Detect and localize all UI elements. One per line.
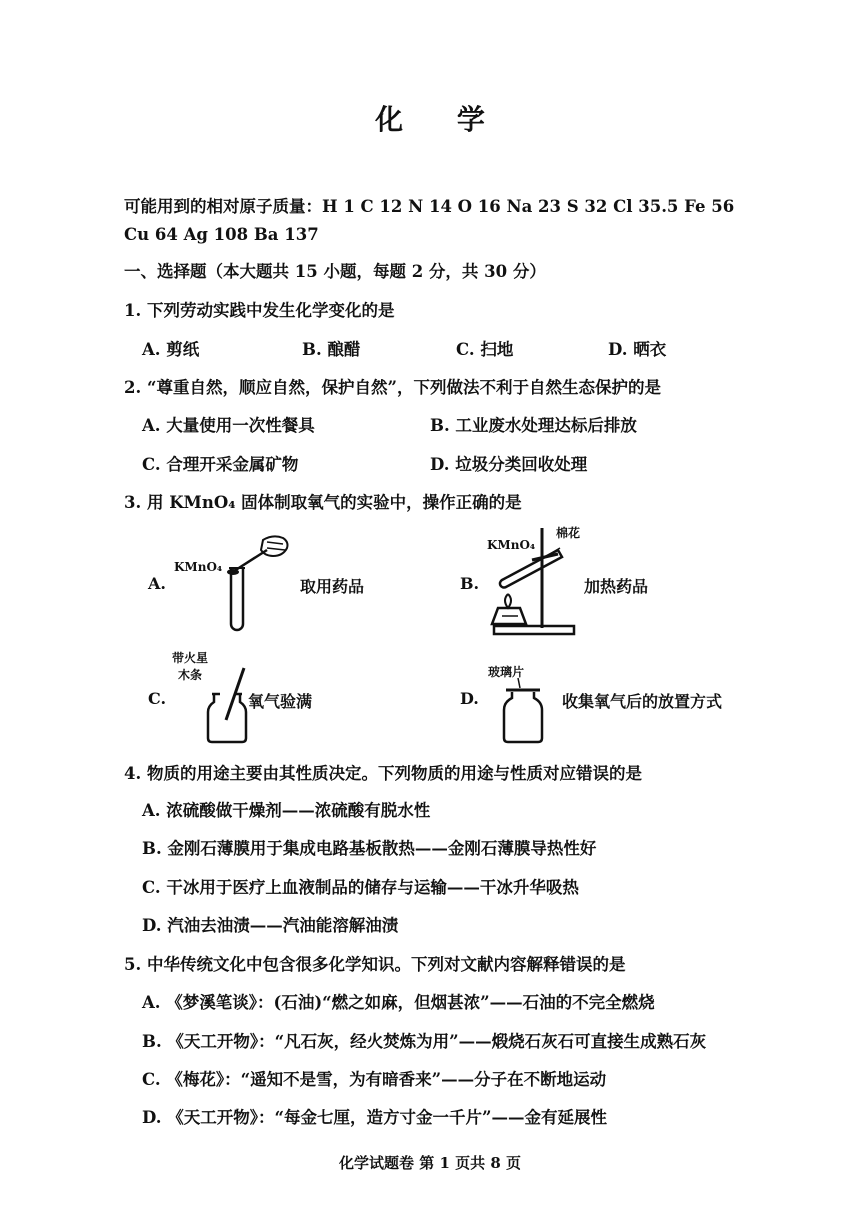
question-3-option-c-letter: C. xyxy=(148,689,167,708)
question-1-option-a: A. 剪纸 xyxy=(142,340,200,359)
question-2-option-a: A. 大量使用一次性餐具 xyxy=(142,416,315,435)
heating-apparatus-icon xyxy=(488,520,581,640)
question-3-option-d-letter: D. xyxy=(460,689,479,708)
question-5-option-b: B. 《天工开物》：“凡石灰，经火焚炼为用”——煅烧石灰石可直接生成熟石灰 xyxy=(142,1032,707,1051)
question-3-stem: 3. 用 KMnO₄ 固体制取氧气的实验中，操作正确的是 xyxy=(124,493,522,512)
question-3-b-cotton-label: 棉花 xyxy=(556,526,581,540)
question-2-option-b: B. 工业废水处理达标后排放 xyxy=(430,416,637,435)
question-1-option-b: B. 酿醋 xyxy=(302,340,361,359)
atomic-masses-line2: Cu 64 Ag 108 Ba 137 xyxy=(124,225,319,244)
question-3-b-reagent-label: KMnO₄ xyxy=(487,538,536,552)
question-3-option-a-text: 取用药品 xyxy=(300,577,365,596)
question-4-option-d: D. 汽油去油渍——汽油能溶解油渍 xyxy=(142,916,399,935)
question-4-option-c: C. 干冰用于医疗上血液制品的储存与运输——干冰升华吸热 xyxy=(142,878,579,897)
question-2-option-d: D. 垃圾分类回收处理 xyxy=(430,455,588,474)
question-5-option-d: D. 《天工开物》：“每金七厘，造方寸金一千片”——金有延展性 xyxy=(142,1108,607,1127)
page-footer: 化学试题卷 第 1 页共 8 页 xyxy=(339,1154,521,1172)
question-4-stem: 4. 物质的用途主要由其性质决定。下列物质的用途与性质对应错误的是 xyxy=(124,764,642,783)
question-4-option-a: A. 浓硫酸做干燥剂——浓硫酸有脱水性 xyxy=(142,801,431,820)
question-3-option-d-text: 收集氧气后的放置方式 xyxy=(562,692,723,711)
question-3-option-b-letter: B. xyxy=(460,574,480,593)
question-3-c-stick-label-1: 带火星 xyxy=(172,651,209,665)
question-5-option-a: A. 《梦溪笔谈》：(石油)“燃之如麻，但烟甚浓”——石油的不完全燃烧 xyxy=(142,993,655,1012)
atomic-masses-line1: 可能用到的相对原子质量：H 1 C 12 N 14 O 16 Na 23 S 32 Cl 35.5 Fe 56 xyxy=(124,197,735,216)
test-tube-with-spatula-icon xyxy=(205,528,295,633)
section-heading-choice: 一、选择题（本大题共 15 小题，每题 2 分，共 30 分） xyxy=(124,262,546,281)
upright-gas-bottle-icon xyxy=(498,676,548,746)
question-3-option-a-letter: A. xyxy=(148,574,166,593)
question-3-option-c-text: 氧气验满 xyxy=(248,692,313,711)
question-4-option-b: B. 金刚石薄膜用于集成电路基板散热——金刚石薄膜导热性好 xyxy=(142,839,597,858)
question-2-stem: 2. “尊重自然，顺应自然，保护自然”，下列做法不利于自然生态保护的是 xyxy=(124,378,661,397)
question-3-option-b-text: 加热药品 xyxy=(584,577,649,596)
question-5-stem: 5. 中华传统文化中包含很多化学知识。下列对文献内容解释错误的是 xyxy=(124,955,626,974)
question-1-option-d: D. 晒衣 xyxy=(608,340,667,359)
question-1-stem: 1. 下列劳动实践中发生化学变化的是 xyxy=(124,301,395,320)
question-5-option-c: C. 《梅花》：“遥知不是雪，为有暗香来”——分子在不断地运动 xyxy=(142,1070,607,1089)
question-3-a-reagent-label: KMnO₄ xyxy=(174,560,223,574)
question-2-option-c: C. 合理开采金属矿物 xyxy=(142,455,299,474)
question-1-option-c: C. 扫地 xyxy=(456,340,514,359)
page-title: 化 学 xyxy=(375,103,507,136)
question-3-c-stick-label-2: 木条 xyxy=(178,668,203,682)
question-3-d-glass-label: 玻璃片 xyxy=(488,665,525,679)
